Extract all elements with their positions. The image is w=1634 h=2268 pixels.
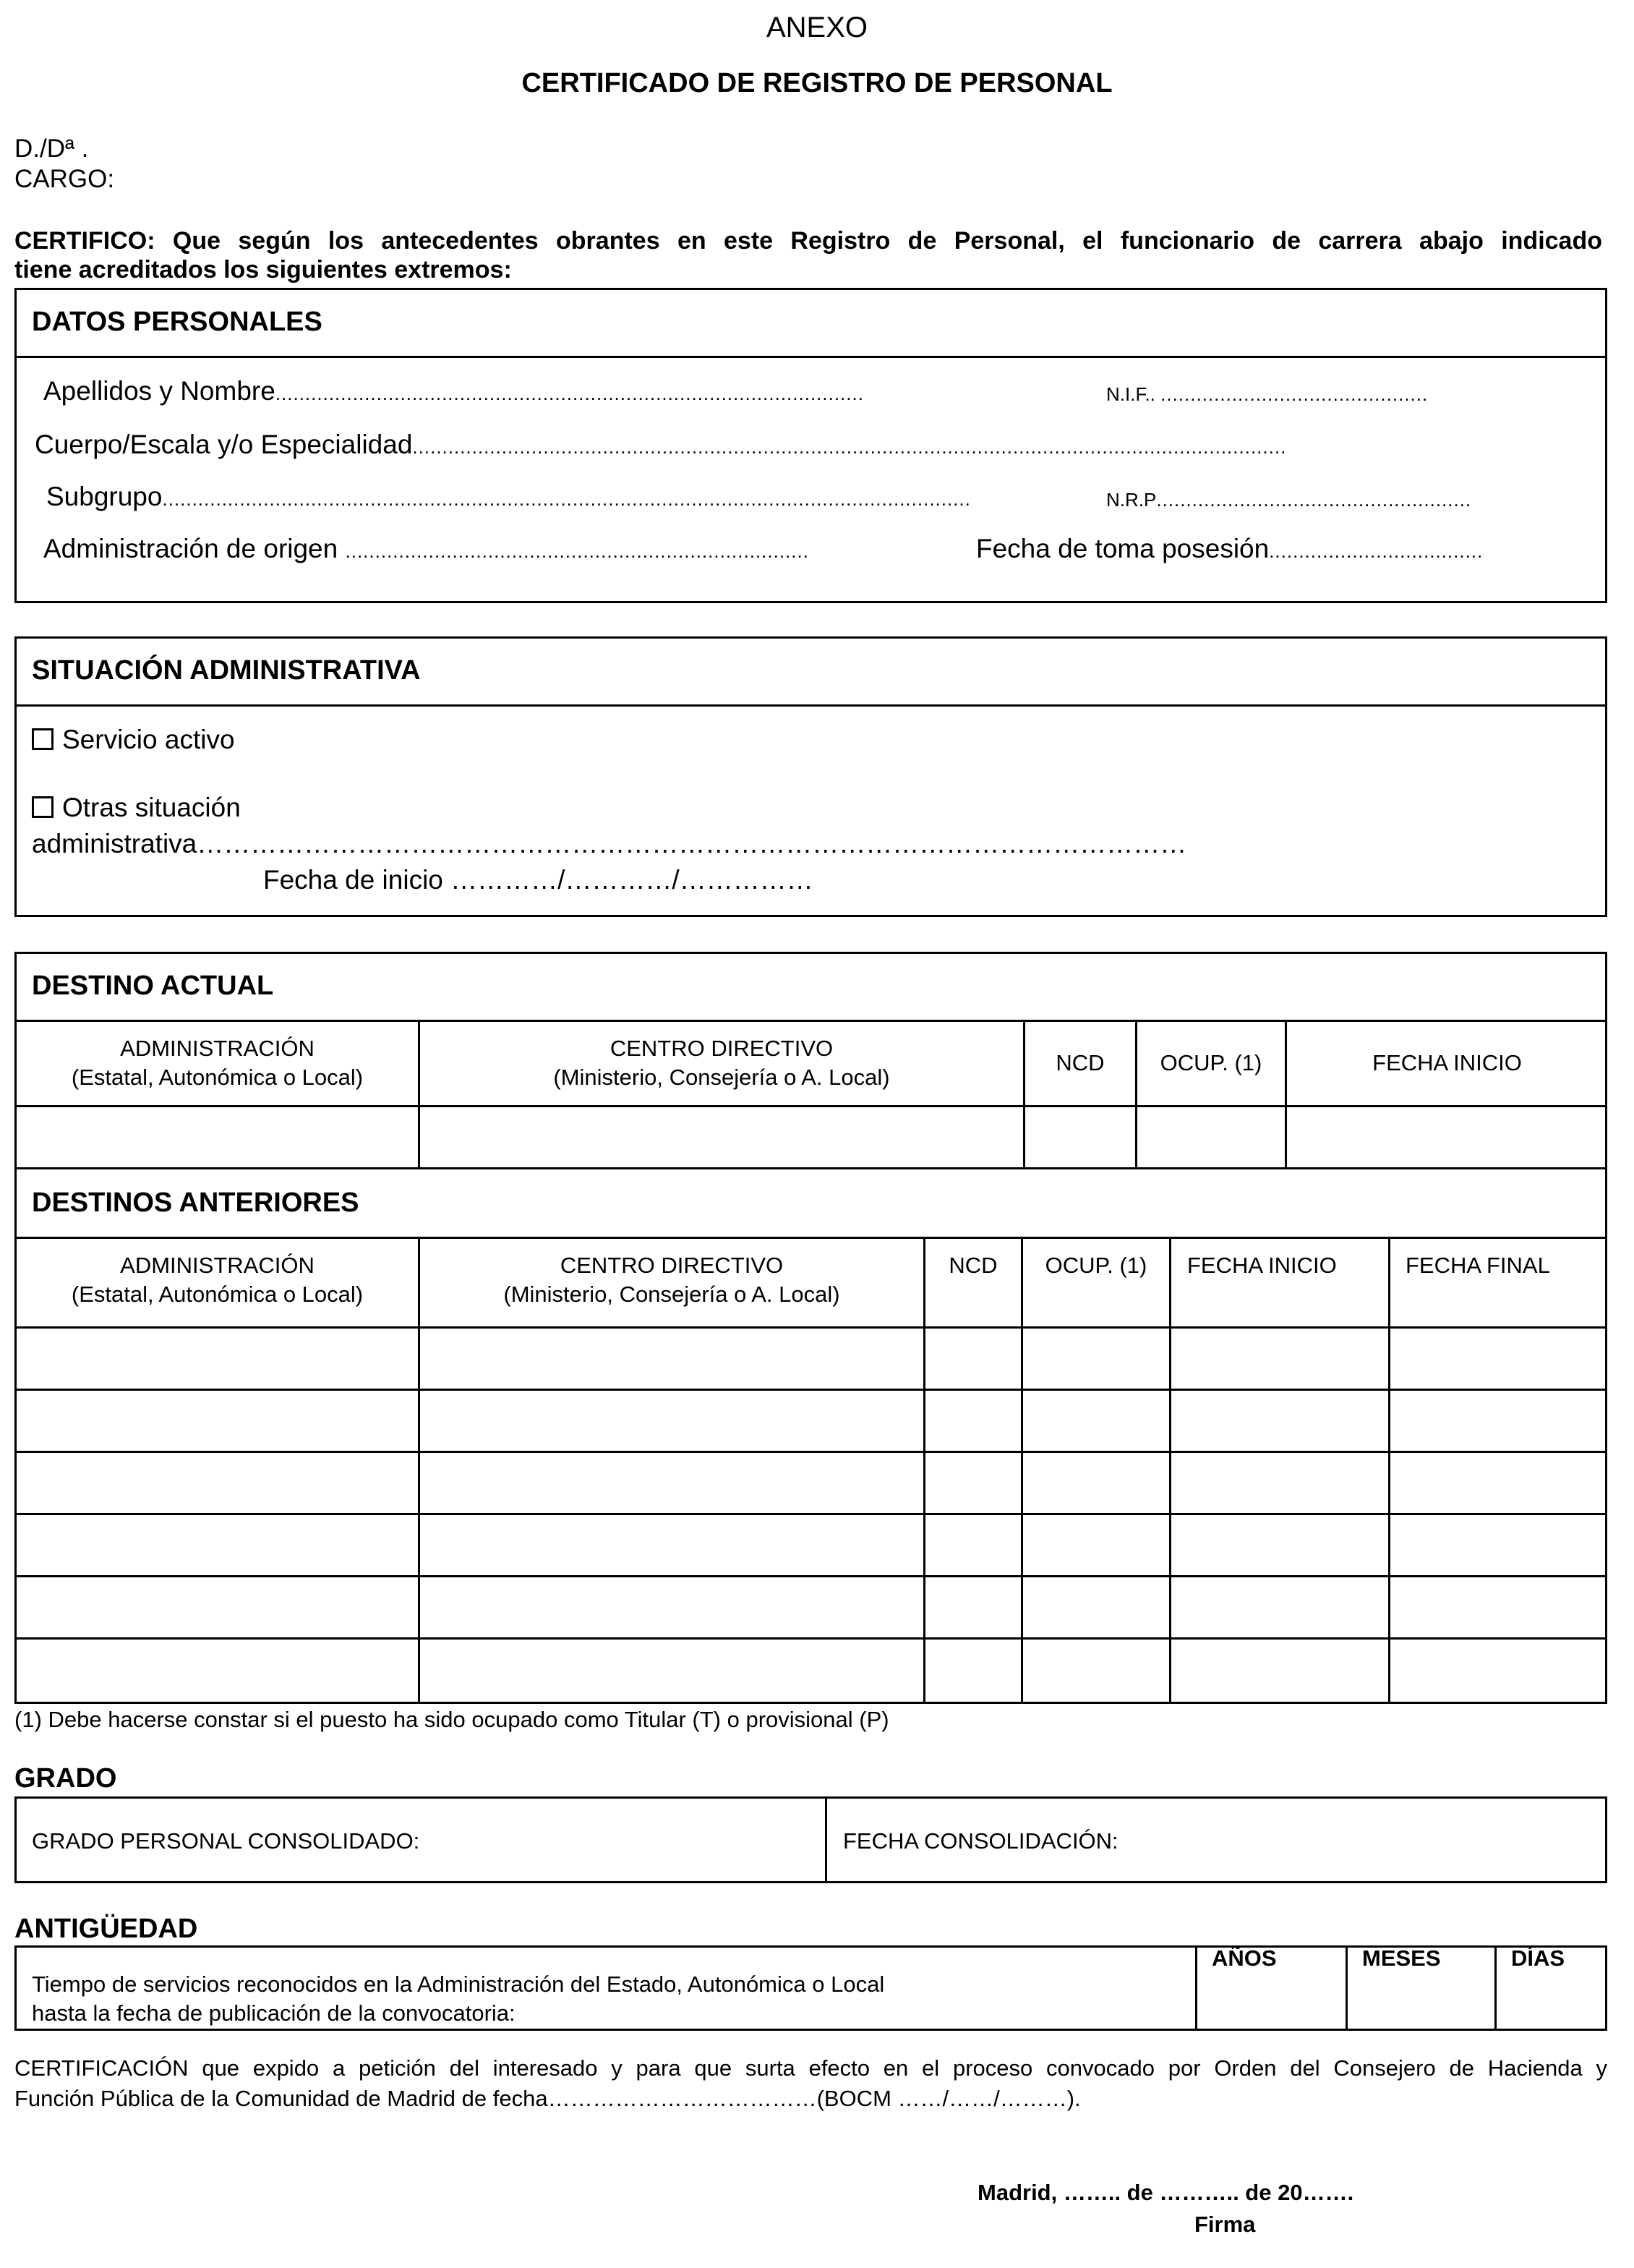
grade-consolidated-field[interactable]: GRADO PERSONAL CONSOLIDADO: — [32, 1828, 420, 1854]
current-post-row[interactable] — [17, 1107, 1605, 1167]
nif-field[interactable] — [1106, 383, 1428, 406]
seniority-col-years[interactable]: AÑOS — [1212, 1945, 1277, 1971]
corps-label: Cuerpo/Escala y/o Especialidad — [35, 430, 413, 459]
current-post-heading: DESTINO ACTUAL — [32, 971, 274, 1001]
active-service-checkbox[interactable] — [32, 728, 54, 750]
origin-dots: .............................................................................. — [345, 540, 809, 562]
previous-post-row-5[interactable] — [17, 1577, 1605, 1637]
certifico-line-1: CERTIFICO: Que según los antecedentes obrantes en este Registro de Personal, el funcionario de carrera abajo indicado — [14, 227, 1602, 255]
signer-position-label: CARGO: — [14, 165, 115, 193]
origin-label: Administración de origen — [43, 534, 346, 563]
possession-label: Fecha de toma posesión — [976, 534, 1270, 563]
other-status-option[interactable] — [32, 793, 241, 823]
possession-dots: .................................... — [1269, 540, 1484, 562]
personal-data-heading: DATOS PERSONALES — [32, 307, 322, 337]
other-status-dots: ………………………………………………………………………………………………… — [197, 829, 1187, 858]
nif-dots: ............................................. — [1160, 383, 1429, 405]
seniority-col-months[interactable]: MESES — [1362, 1945, 1441, 1971]
corps-dots: ................................................................................................................................................... — [412, 436, 1287, 458]
nrp-label: N.R.P — [1106, 489, 1157, 511]
other-status-checkbox[interactable] — [32, 796, 54, 818]
previous-col-start: FECHA INICIO — [1187, 1253, 1337, 1278]
start-date-field[interactable] — [263, 865, 813, 895]
seniority-description: Tiempo de servicios reconocidos en la Administración del Estado, Autonómica o Local hasta la fecha de publicación de la convocatoria: — [32, 1971, 885, 2026]
current-col-admin: ADMINISTRACIÓN (Estatal, Autonómica o Local) — [71, 1036, 364, 1090]
closing-line-2: Función Pública de la Comunidad de Madrid de fecha………………………………(BOCM ……/……/………). — [14, 2086, 1081, 2111]
signature-place-date: Madrid, …….. de ……….. de 20……. — [978, 2180, 1354, 2205]
admin-status-heading: SITUACIÓN ADMINISTRATIVA — [32, 655, 421, 686]
seniority-heading: ANTIGÜEDAD — [14, 1914, 198, 1944]
current-col-ncd: NCD — [1056, 1050, 1105, 1075]
certifico-line-2: tiene acreditados los siguientes extremos: — [14, 256, 512, 284]
previous-col-end: FECHA FINAL — [1406, 1253, 1550, 1278]
active-service-label: Servicio activo — [62, 725, 235, 754]
start-date-dots: …………/…………/…………… — [450, 865, 813, 895]
previous-post-row-2[interactable] — [17, 1391, 1605, 1451]
nif-label: N.I.F.. — [1106, 383, 1161, 405]
nrp-field[interactable] — [1106, 489, 1471, 511]
occupation-footnote: (1) Debe hacerse constar si el puesto ha sido ocupado como Titular (T) o provisional (P) — [14, 1707, 889, 1732]
previous-post-row-4[interactable] — [17, 1515, 1605, 1575]
grade-heading: GRADO — [14, 1763, 117, 1794]
document-title: CERTIFICADO DE REGISTRO DE PERSONAL — [521, 68, 1113, 98]
surname-field[interactable] — [43, 376, 864, 406]
subgroup-dots: ........................................................................................................................................ — [162, 488, 971, 510]
previous-col-ocup: OCUP. (1) — [1045, 1253, 1147, 1278]
previous-post-row-6[interactable] — [17, 1640, 1605, 1702]
subgroup-field[interactable] — [46, 482, 971, 512]
other-status-field[interactable] — [32, 829, 1186, 859]
previous-post-row-3[interactable] — [17, 1453, 1605, 1513]
start-date-label: Fecha de inicio — [263, 865, 451, 895]
subgroup-label: Subgrupo — [46, 482, 163, 511]
previous-col-centre: CENTRO DIRECTIVO (Ministerio, Consejería o A. Local) — [503, 1253, 840, 1307]
seniority-col-days[interactable]: DÍAS — [1511, 1945, 1565, 1971]
annex-label: ANEXO — [766, 12, 868, 43]
other-status-label: Otras situación — [62, 793, 241, 822]
possession-field[interactable] — [976, 534, 1483, 564]
current-col-ocup: OCUP. (1) — [1160, 1050, 1262, 1075]
corps-field[interactable] — [35, 430, 1286, 460]
previous-posts-heading: DESTINOS ANTERIORES — [32, 1188, 359, 1218]
signer-name-label: D./Dª . — [14, 135, 89, 163]
closing-line-1: CERTIFICACIÓN que expido a petición del interesado y para que surta efecto en el proceso convocado por Orden del Consejero de Hacienda y — [14, 2055, 1607, 2081]
previous-col-admin: ADMINISTRACIÓN (Estatal, Autonómica o Local) — [71, 1253, 364, 1307]
previous-post-row-1[interactable] — [17, 1329, 1605, 1389]
nrp-dots: ..................................................... — [1156, 489, 1472, 511]
active-service-option[interactable] — [32, 725, 235, 755]
surname-dots: ................................................................................................... — [275, 383, 864, 404]
surname-label: Apellidos y Nombre — [43, 376, 275, 406]
grade-date-field[interactable]: FECHA CONSOLIDACIÓN: — [843, 1828, 1118, 1854]
origin-field[interactable] — [43, 534, 809, 564]
current-col-start: FECHA INICIO — [1372, 1050, 1522, 1075]
signature-label: Firma — [1194, 2212, 1256, 2237]
other-status-label-2: administrativa — [32, 829, 197, 858]
previous-col-ncd: NCD — [949, 1253, 998, 1278]
current-col-centre: CENTRO DIRECTIVO (Ministerio, Consejería o A. Local) — [553, 1036, 890, 1090]
